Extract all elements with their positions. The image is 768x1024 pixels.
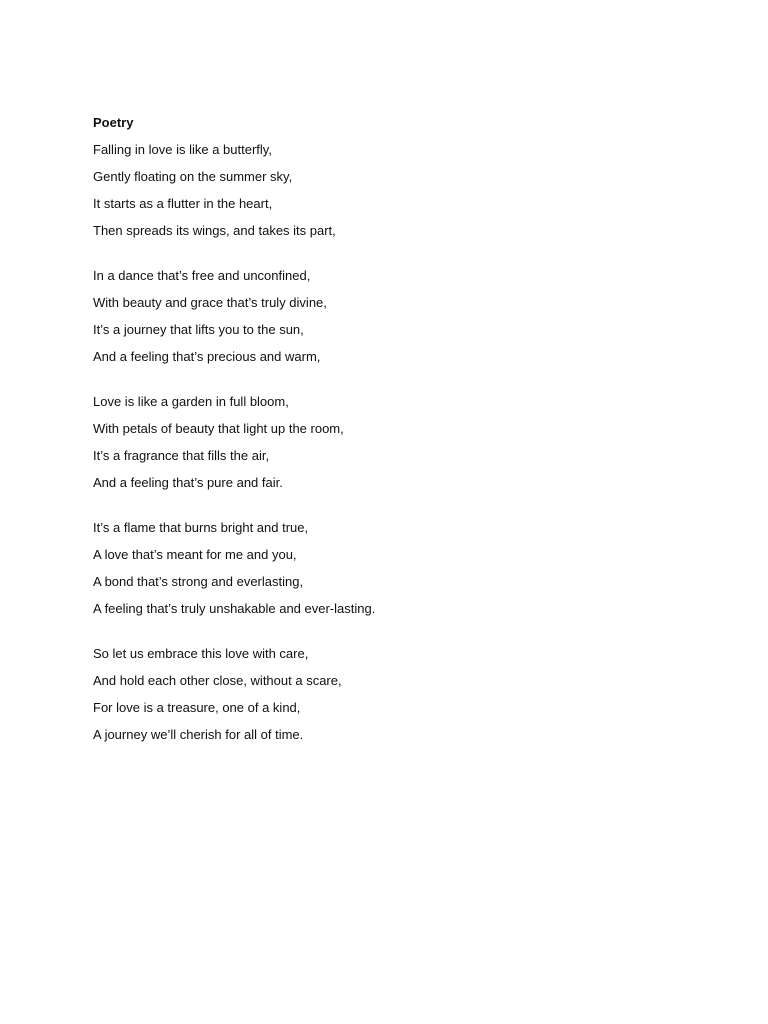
poem-line: In a dance that’s free and unconfined, (93, 268, 311, 283)
document-body (93, 114, 713, 744)
poem-line: And a feeling that’s pure and fair. (93, 475, 283, 490)
poem-line: A journey we’ll cherish for all of time. (93, 727, 304, 742)
poem-line: It starts as a flutter in the heart, (93, 196, 273, 211)
poem-line: With petals of beauty that light up the room, (93, 421, 344, 436)
poem-line: It’s a journey that lifts you to the sun, (93, 322, 304, 337)
poem-title: Poetry (93, 115, 134, 130)
poem-line: Love is like a garden in full bloom, (93, 394, 289, 409)
poem-line: And a feeling that’s precious and warm, (93, 349, 321, 364)
poem-line: For love is a treasure, one of a kind, (93, 700, 301, 715)
stanza-4 (93, 519, 713, 618)
poem-line: With beauty and grace that’s truly divine, (93, 295, 327, 310)
stanza-2 (93, 267, 713, 366)
poem-line: Falling in love is like a butterfly, (93, 142, 272, 157)
poem-line: Gently floating on the summer sky, (93, 169, 293, 184)
poem-line: A feeling that’s truly unshakable and ever-lasting. (93, 601, 376, 616)
poem-line: So let us embrace this love with care, (93, 646, 309, 661)
poem-line: A love that’s meant for me and you, (93, 547, 297, 562)
stanza-3 (93, 393, 713, 492)
stanza-5 (93, 645, 713, 744)
poem-line: A bond that’s strong and everlasting, (93, 574, 304, 589)
poem-line: And hold each other close, without a scare, (93, 673, 342, 688)
poem-line: It’s a flame that burns bright and true, (93, 520, 309, 535)
poem-line: It’s a fragrance that fills the air, (93, 448, 270, 463)
poem-line: Then spreads its wings, and takes its part, (93, 223, 336, 238)
stanza-1 (93, 141, 713, 240)
